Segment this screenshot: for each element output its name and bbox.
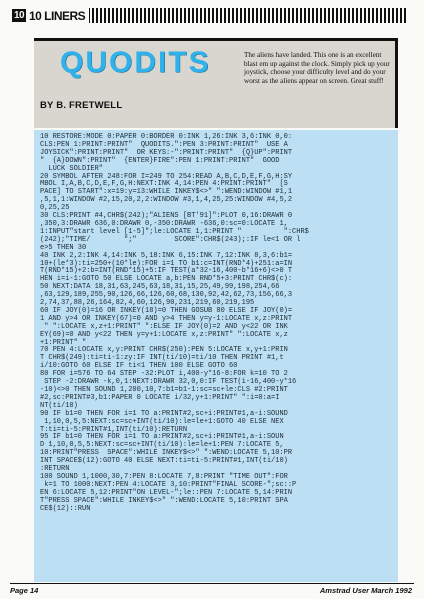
listing-line: i/10:GOTO 60 ELSE IF ti<1 THEN 100 ELSE GOTO 60 xyxy=(40,362,238,371)
listing-line: 10+(le*3):ti=250+(10*le):FOR i=1 TO b1:c=INT(RND*4)+251:a=IN xyxy=(40,259,293,268)
listing-line: STEP -2:DRAWR -k,0,1:NEXT:DRAWR 32,0,0:IF TEST(i-16,400-y*16 xyxy=(40,378,297,387)
listing-line: 90 IF b1=0 THEN FOR i=1 TO a:PRINT#2,sc+i:PRINT#1,a-i:SOUND xyxy=(40,409,288,418)
ten-liners-logo-icon: 10 xyxy=(13,10,25,21)
listing-line: :RETURN xyxy=(40,465,70,474)
issue-label: Amstrad User March 1992 xyxy=(319,586,412,595)
footer-divider xyxy=(10,583,414,584)
listing-line: T"PRESS SPACE":WHILE INKEY$<>" ":WEND:LOCATE 5,10:PRINT SPA xyxy=(40,496,288,505)
listing-line: T CHR$(249):ti=ti-1:zy:IF INT(ti/10)=ti/10 THEN PRINT #1,t xyxy=(40,354,284,363)
listing-line: T(RND*15)+2:b=INT(RND*15)+5:IF TEST(a*32-16,400-b*16+6)<>0 T xyxy=(40,267,293,276)
listing-line: " {A}DOWN":PRINT" {ENTER}FIRE":PEN 1:PRINT:PRINT" GOOD xyxy=(40,156,280,165)
listing-line: " ":LOCATE x,z+1:PRINT" ":ELSE IF JOY(0)=2 AND y<22 OR INK xyxy=(40,322,288,331)
listing-line: MBOL I,A,B,C,D,E,F,G,H:NEXT:INK 4,14:PEN 4:PRINT:PRINT" [S xyxy=(40,180,288,189)
listing-line: 0,25,25 xyxy=(40,204,70,213)
listing-line: ,350,3:DRAWR 636,0:DRAWR 0,-350:DRAWR -636,0:sc=0:LOCATE 1, xyxy=(40,219,288,228)
listing-line: 60 IF JOY(0)=16 OR INKEY(18)=0 THEN GOSUB 80 ELSE IF JOY(0)= xyxy=(40,306,293,315)
listing-line: LUCK SOLDIER" xyxy=(40,164,104,173)
section-header xyxy=(8,8,89,23)
listing-line: PACE] TO START":x=19:y=13:WHILE INKEY$<>" ":WEND:WINDOW #1,1 xyxy=(40,188,293,197)
section-label: 10 LINERS xyxy=(29,8,86,23)
listing-line: #2,sc:PRINT#3,b1:PAPER 0 LOCATE i/32,y+1:PRINT" ":i=0:a=I xyxy=(40,393,280,402)
listing-line: -10)<>0 THEN SOUND 1,200,10,7:b1=b1-1:sc=sc+le:CLS #2:PRINT xyxy=(40,386,288,394)
listing-line: JOYSICK":PRINT:PRINT" OR KEYS:-":PRINT:PRINT" {Q}UP":PRINT xyxy=(40,148,293,157)
article-intro: The aliens have landed. This one is an excellent blast em up against the clock. Simply pick up your joystick, choose your difficulty level and do your worst as the aliens appear on screen. Great stuff! xyxy=(244,51,390,85)
listing-line: CLS:PEN 1:PRINT:PRINT" QUODITS.":PEN 3:PRINT:PRINT" USE A xyxy=(40,140,288,149)
article-byline: BY B. FRETWELL xyxy=(40,100,123,111)
listing-line: INT SPACE$(12):GOTO 40 ELSE NEXT:ti=ti-5:PRINT#1,INT(ti/10) xyxy=(40,457,288,466)
listing-line: 10:PRINT"PRESS SPACE":WHILE INKEY$<>" ":WEND:LOCATE 5,10:PR xyxy=(40,449,293,458)
listing-line: k=1 TO 1000:NEXT:PEN 4:LOCATE 3,10:PRINT"FINAL SCORE-";sc::P xyxy=(40,480,297,489)
listing-line: ,5,1,1:WINDOW #2,15,20,2,2:WINDOW #3,1,4,25,25:WINDOW #4,5,2 xyxy=(40,196,293,205)
listing-line: e>5 THEN 30 xyxy=(40,243,87,252)
section-header-strip xyxy=(8,8,406,23)
listing-line: T:ti=ti-5:PRINT#1,INT(ti/10):RETURN xyxy=(40,425,188,434)
listing-line: ,63,129,189,255,90,126,66,126,60,68,130,92,42,62,73,156,66,3 xyxy=(40,291,293,300)
listing-line: 50 NEXT:DATA 18,31,63,245,63,18,31,15,25,49,99,198,254,66 xyxy=(40,283,280,292)
listing-line: 1 AND y>4 OR INKEY(67)=0 AND y>4 THEN y=y-1:LOCATE x,z:PRINT xyxy=(40,314,293,323)
listing-line: EN 6:LOCATE 5,12:PRINT"ON LEVEL-";le::PEN 7:LOCATE 5,14:PRIN xyxy=(40,488,293,497)
listing-line: 30 CLS:PRINT #4,CHR$(242);"ALIENS [BT'91]":PLOT 0,16:DRAWR 0 xyxy=(40,212,293,221)
basic-program-listing xyxy=(40,134,394,514)
listing-line: 95 IF b1=0 THEN FOR i=1 TO a:PRINT#2,sc+i:PRINT#1,a-i:SOUN xyxy=(40,433,284,442)
listing-line: +1:PRINT" " xyxy=(40,338,87,347)
listing-line: 1,10,0,5,5:NEXT:sc=sc+INT(ti/10):le=le+1:GOTO 40 ELSE NEX xyxy=(40,417,284,426)
listing-line: 20 SYMBOL AFTER 248:FOR I=249 TO 254:READ A,B,C,D,E,F,G,H:SY xyxy=(40,172,293,181)
listing-line: EY(69)=0 AND y<22 THEN y=y+1:LOCATE x,z:PRINT" ":LOCATE x,z xyxy=(40,330,288,339)
page-number: Page 14 xyxy=(10,586,39,595)
listing-line: CE$(12)::RUN xyxy=(40,504,91,513)
listing-line: 100 SOUND 1,1000,30,7:PEN 8:LOCATE 7,8:PRINT "TIME OUT":FOR xyxy=(40,472,288,481)
listing-line: 80 FOR i=576 TO 64 STEP -32:PLOT i,400-y*16-8:FOR k=10 TO 2 xyxy=(40,370,288,379)
article-title: QUODITS xyxy=(60,46,211,79)
listing-line: 1:INPUT"start level [1-5]";le:LOCATE 1,1:PRINT " ":CHR$ xyxy=(40,227,309,236)
listing-line: (242);"TIME/ ";" SCORE":CHR$(243);:IF le<1 OR l xyxy=(40,235,301,244)
listing-line: 2,74,37,88,26,164,82,4,60,126,90,231,219,60,219,195 xyxy=(40,299,255,308)
listing-line: NT(ti/10) xyxy=(40,401,78,410)
listing-line: HEN i=i-1:GOTO 50 ELSE LOCATE a,b:PEN RND*5+3:PRINT CHR$(c): xyxy=(40,275,293,284)
listing-line: D 1,10,0,5,5:NEXT:sc=sc+INT(ti/10):le=le+1:PEN 7:LOCATE 5, xyxy=(40,441,284,450)
listing-line: 10 RESTORE:MODE 0:PAPER 0:BORDER 0:INK 1,26:INK 3,6:INK 0,0: xyxy=(40,133,293,141)
listing-line: 40 INK 2,2:INK 4,14:INK 5,18:INK 6,15:INK 7,12:INK 8,3,6:b1= xyxy=(40,251,293,260)
listing-line: 70 PEN 4:LOCATE x,y:PRINT CHR$(250):PEN 5:LOCATE x,y+1:PRIN xyxy=(40,346,288,355)
